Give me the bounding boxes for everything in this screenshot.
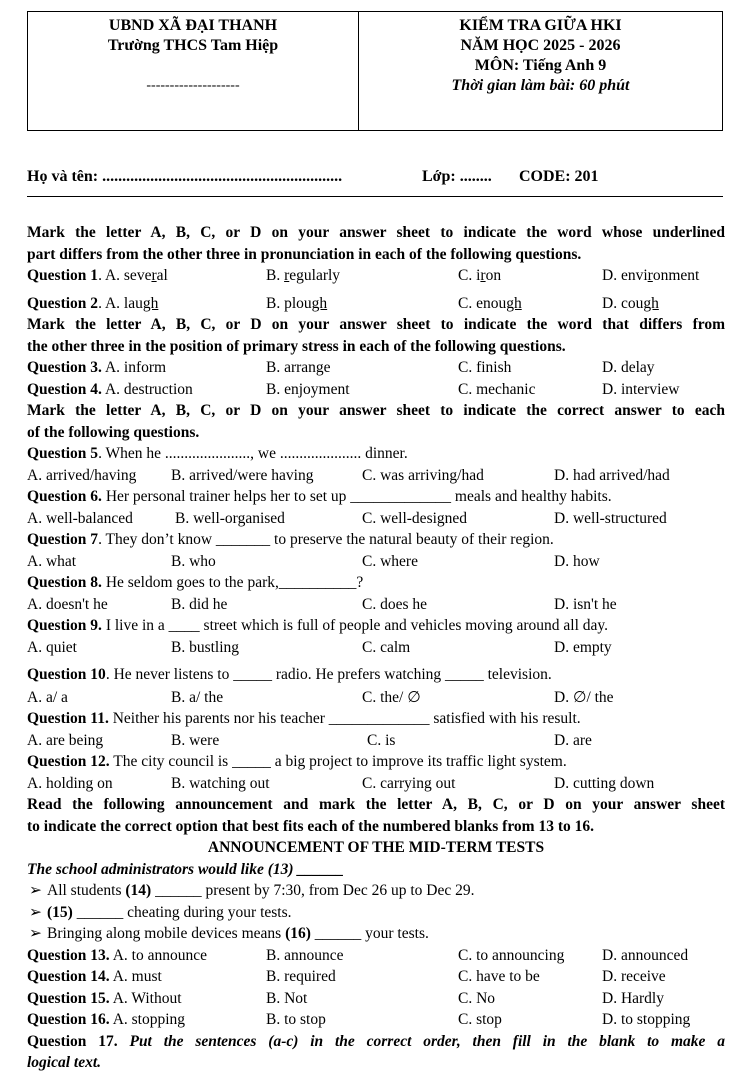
option-a[interactable]: A. Without	[109, 989, 182, 1007]
question-label: Question 13.	[27, 946, 110, 964]
question-label: Question 11.	[27, 710, 109, 727]
question-label: Question 5	[27, 445, 99, 462]
arrow-bullet-icon: ➢	[29, 882, 42, 899]
option-b[interactable]: B. regularly	[266, 267, 341, 284]
option-b[interactable]: B. did he	[171, 595, 228, 613]
exam-content	[27, 222, 725, 1074]
question-text: . When he ......................, we ..................... dinner.	[98, 445, 408, 462]
question-label: Question 14.	[27, 968, 110, 985]
question-label: Question 9.	[27, 617, 102, 634]
option-c[interactable]: C. mechanic	[458, 380, 536, 398]
question-label: Question 2	[27, 294, 99, 312]
option-c[interactable]: C. the/ ∅	[362, 688, 421, 706]
question-2: Question 2. A. laugh B. plough C. enough D. cough	[27, 293, 725, 315]
question-label: Question 1	[27, 267, 99, 284]
header-box	[27, 11, 723, 131]
option-b[interactable]: B. were	[171, 731, 220, 749]
option-c[interactable]: C. was arriving/had	[362, 466, 484, 484]
option-d[interactable]: D. how	[554, 552, 600, 570]
question-5	[27, 443, 725, 465]
announcement-intro: The school administrators would like (13) ______	[27, 860, 344, 878]
underlined-part: gh	[142, 294, 159, 312]
option-c[interactable]: C. is	[367, 731, 396, 749]
option-b[interactable]: B. watching out	[171, 774, 270, 792]
option-a[interactable]: A. must	[109, 968, 162, 985]
question-label: Question 8.	[27, 574, 102, 591]
section4-instruction-line2: to indicate the correct option that best fits each of the numbered blanks from 13 to 16.	[27, 817, 594, 835]
question-12-options	[27, 773, 725, 795]
option-b[interactable]: B. Not	[266, 989, 308, 1007]
option-c[interactable]: C. well-designed	[362, 509, 468, 527]
section3-instruction-line1: Mark the letter A, B, C, or D on your answer sheet to indicate the correct answer to each	[27, 402, 725, 419]
question-8-options	[27, 594, 725, 616]
option-c[interactable]: C. enough	[458, 294, 522, 312]
answer-blank-1[interactable]: _____	[233, 666, 272, 683]
question-label: Question 6.	[27, 488, 102, 505]
option-a[interactable]: A. inform	[101, 359, 167, 376]
question-6-options	[27, 508, 725, 530]
option-b[interactable]: B. bustling	[171, 638, 240, 656]
question-17-instruction: Put the sentences (a-c) in the correct order, then fill in the blank to make a	[117, 1032, 725, 1050]
option-d[interactable]: D. empty	[554, 638, 612, 656]
student-info-line	[27, 168, 723, 186]
question-13	[27, 945, 725, 967]
announcement-item-15: ➢ (15) ______ cheating during your tests.	[27, 902, 725, 924]
option-c[interactable]: C. calm	[362, 638, 411, 656]
option-c[interactable]: C. have to be	[458, 968, 540, 985]
question-11-options	[27, 730, 725, 752]
answer-blank[interactable]: _____	[232, 753, 271, 770]
option-a[interactable]: A. well-balanced	[27, 509, 133, 527]
section4-instruction-line1: Read the following announcement and mark the letter A, B, C, or D on your answer sheet	[27, 796, 725, 813]
class-field[interactable]: Lớp: ........	[422, 168, 492, 185]
question-label: Question 7	[27, 531, 99, 548]
answer-blank[interactable]: ____	[168, 617, 200, 634]
option-d[interactable]: D. Hardly	[602, 989, 664, 1007]
option-a[interactable]: A. quiet	[27, 638, 77, 656]
option-a[interactable]: A. stopping	[109, 1011, 186, 1028]
option-a[interactable]: A. a/ a	[27, 688, 68, 706]
option-b[interactable]: B. who	[171, 552, 216, 570]
header-right	[359, 12, 722, 130]
question-4	[27, 379, 725, 401]
answer-blank[interactable]: __________	[278, 574, 357, 591]
announcement-title: ANNOUNCEMENT OF THE MID-TERM TESTS	[207, 839, 545, 856]
school-name: Trường THCS Tam Hiệp	[107, 37, 279, 54]
option-a[interactable]: A. are being	[27, 731, 104, 749]
option-d[interactable]: D. cutting down	[554, 774, 655, 792]
section1-instruction-line2: part differs from the other three in pronunciation in each of the following questions.	[27, 245, 582, 263]
question-15	[27, 988, 725, 1010]
option-c[interactable]: C. carrying out	[362, 774, 456, 792]
subject: MÔN: Tiếng Anh 9	[474, 57, 607, 74]
option-d[interactable]: D. to stopping	[602, 1011, 691, 1028]
option-d[interactable]: D. delay	[602, 359, 655, 376]
question-8: Question 8. He seldom goes to the park,__________?	[27, 574, 364, 591]
option-b[interactable]: B. required	[266, 968, 336, 985]
question-7: Question 7. They don’t know _______ to preserve the natural beauty of their region.	[27, 531, 554, 548]
name-field[interactable]: Họ và tên: ............................................................	[27, 168, 343, 185]
option-c[interactable]: C. finish	[458, 359, 512, 376]
exam-code: CODE: 201	[519, 168, 599, 185]
option-a[interactable]: A. to announce	[109, 946, 207, 964]
question-7-options	[27, 551, 725, 573]
question-label: Question 17.	[27, 1032, 118, 1050]
answer-blank[interactable]: _____________	[328, 710, 430, 727]
option-c[interactable]: C. where	[362, 552, 418, 570]
exam-duration: Thời gian làm bài: 60 phút	[451, 77, 630, 94]
option-b[interactable]: B. a/ the	[171, 688, 224, 706]
option-c[interactable]: C. No	[458, 989, 496, 1007]
question-10: Question 10. He never listens to _____ radio. He prefers watching _____ television.	[27, 666, 552, 683]
option-d[interactable]: D. ∅/ the	[554, 688, 614, 706]
option-d[interactable]: D. environment	[602, 267, 700, 284]
option-d[interactable]: D. isn't he	[554, 595, 617, 613]
option-b[interactable]: B. arrived/were having	[171, 466, 314, 484]
question-10-options	[27, 687, 725, 709]
question-9-options	[27, 637, 725, 659]
option-c[interactable]: C. to announcing	[458, 946, 565, 964]
option-d[interactable]: D. receive	[602, 968, 666, 985]
question-label: Question 16.	[27, 1011, 110, 1028]
answer-blank[interactable]: _____________	[350, 488, 452, 505]
option-a[interactable]: A. holding on	[27, 774, 113, 792]
answer-blank-2[interactable]: _____	[445, 666, 484, 683]
school-year: NĂM HỌC 2025 - 2026	[460, 37, 621, 54]
option-b[interactable]: B. to stop	[266, 1011, 326, 1028]
option-c[interactable]: C. iron	[458, 267, 502, 284]
question-14	[27, 966, 725, 988]
answer-blank[interactable]: _______	[215, 531, 271, 548]
question-12: Question 12. The city council is _____ a big project to improve its traffic light system.	[27, 753, 567, 770]
option-b[interactable]: B. plough	[266, 294, 328, 312]
option-c[interactable]: C. stop	[458, 1011, 502, 1028]
question-17-instruction-line2: logical text.	[27, 1054, 102, 1071]
question-label: Question 15.	[27, 989, 110, 1007]
arrow-bullet-icon: ➢	[29, 903, 42, 921]
question-5-options	[27, 465, 725, 487]
underlined-part: r	[151, 267, 157, 284]
option-d[interactable]: D. cough	[602, 294, 659, 312]
option-b[interactable]: B. well-organised	[175, 509, 285, 527]
announcement-item-16: ➢ Bringing along mobile devices means (16) ______ your tests.	[27, 923, 725, 945]
question-label: Question 10	[27, 666, 106, 683]
question-11: Question 11. Neither his parents nor his teacher _____________ satisfied with his result.	[27, 710, 581, 727]
section2-instruction-line1: Mark the letter A, B, C, or D on your answer sheet to indicate the word that differs from	[27, 316, 725, 333]
announcement-item-14: ➢ All students (14) ______ present by 7:30, from Dec 26 up to Dec 29.	[27, 880, 725, 902]
section2-instruction-line2: the other three in the position of primary stress in each of the following questions.	[27, 337, 566, 355]
option-b[interactable]: B. announce	[266, 946, 344, 964]
question-6: Question 6. Her personal trainer helps her to set up _____________ meals and healthy habits.	[27, 488, 612, 505]
question-3	[27, 357, 725, 379]
header-divider-dashes: --------------------	[146, 78, 240, 93]
question-label: Question 3.	[27, 359, 102, 376]
option-d[interactable]: D. interview	[602, 380, 680, 398]
option-a[interactable]: A. what	[27, 552, 77, 570]
section1-instruction-line1: Mark the letter A, B, C, or D on your answer sheet to indicate the word whose underlined	[27, 224, 725, 241]
question-9: Question 9. I live in a ____ street which is full of people and vehicles moving around all day.	[27, 617, 608, 634]
question-label: Question 4.	[27, 380, 102, 398]
question-17	[27, 1031, 725, 1053]
option-b[interactable]: B. enjoyment	[266, 380, 350, 398]
district-name: UBND XÃ ĐẠI THANH	[108, 17, 278, 34]
option-d[interactable]: D. well-structured	[554, 509, 667, 527]
info-divider	[27, 196, 723, 197]
option-c[interactable]: C. does he	[362, 595, 428, 613]
option-d[interactable]: D. are	[554, 731, 592, 749]
exam-title: KIỂM TRA GIỮA HKI	[459, 17, 622, 34]
arrow-bullet-icon: ➢	[29, 925, 42, 942]
option-d[interactable]: D. announced	[602, 946, 689, 964]
section3-instruction-line2: of the following questions.	[27, 423, 200, 441]
option-a[interactable]: A. doesn't he	[27, 595, 108, 613]
option-a[interactable]: A. destruction	[101, 380, 193, 398]
header-left	[28, 12, 359, 130]
question-16	[27, 1009, 725, 1031]
option-b[interactable]: B. arrange	[266, 359, 331, 376]
question-label: Question 12.	[27, 753, 110, 770]
question-1: Question 1. A. several B. regularly C. iron D. environment	[27, 265, 725, 287]
option-a[interactable]: A. arrived/having	[27, 466, 137, 484]
option-d[interactable]: D. had arrived/had	[554, 466, 670, 484]
